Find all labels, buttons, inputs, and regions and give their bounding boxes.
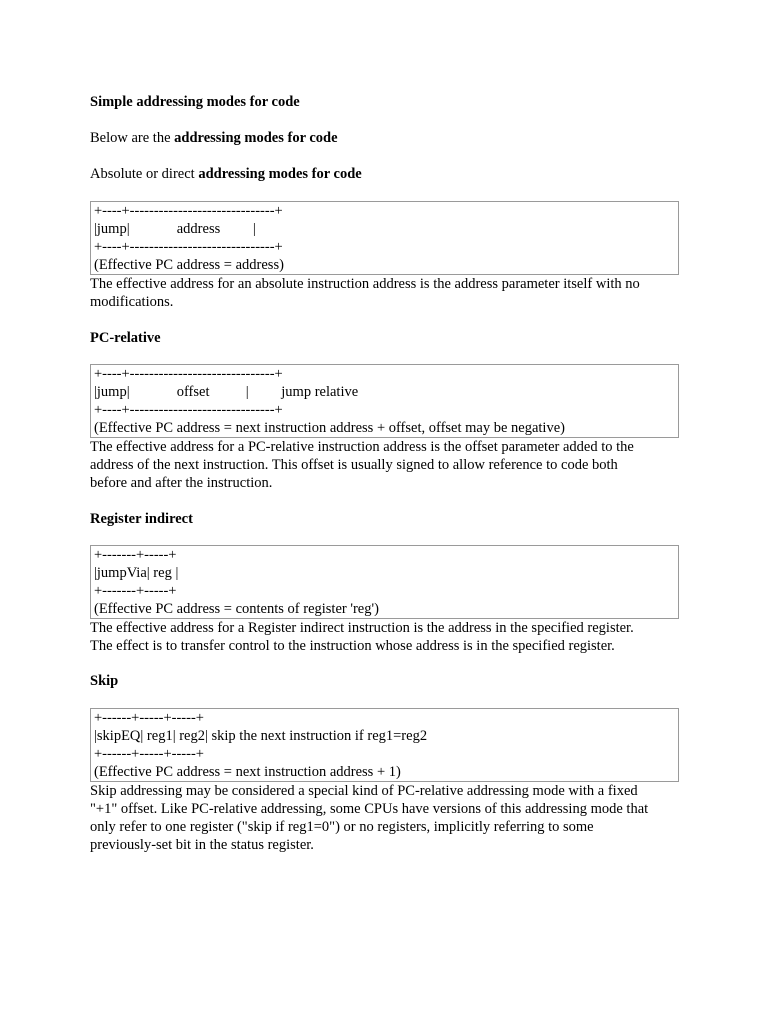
absolute-description [90, 275, 676, 311]
absolute-code-box [90, 201, 679, 275]
paragraph-line: before and after the instruction. [90, 475, 273, 491]
skip-heading: Skip [90, 673, 119, 689]
paragraph-line: previously-set bit in the status register. [90, 837, 314, 853]
pc-relative-description [90, 438, 676, 492]
paragraph-line: Skip addressing may be considered a special kind of PC-relative addressing mode with a fixed [90, 783, 638, 799]
paragraph-line: address of the next instruction. This offset is usually signed to allow reference to code both [90, 457, 618, 473]
code-line: +----+------------------------------+ [94, 203, 283, 219]
pc-relative-code-box [90, 364, 679, 438]
code-line: +------+-----+-----+ [94, 710, 204, 726]
code-line: (Effective PC address = next instruction address + 1) [94, 764, 401, 780]
code-line: +----+------------------------------+ [94, 402, 283, 418]
skip-code-box [90, 708, 679, 782]
intro-line [90, 129, 338, 147]
register-indirect-heading: Register indirect [90, 511, 193, 527]
paragraph-line: The effective address for a PC-relative instruction address is the offset parameter added to the [90, 439, 634, 455]
intro-bold: addressing modes for code [174, 130, 338, 146]
paragraph-line: modifications. [90, 294, 174, 310]
absolute-bold: addressing modes for code [198, 166, 362, 182]
code-line: (Effective PC address = address) [94, 257, 284, 273]
code-line: +----+------------------------------+ [94, 239, 283, 255]
intro-prefix: Below are the [90, 130, 175, 146]
register-indirect-code-box [90, 545, 679, 619]
pc-relative-heading: PC-relative [90, 330, 161, 346]
paragraph-line: "+1" offset. Like PC-relative addressing, some CPUs have versions of this addressing mode that [90, 801, 649, 817]
code-line: |jump| address | [94, 221, 256, 237]
code-line: +-------+-----+ [94, 583, 177, 599]
document-title: Simple addressing modes for code [90, 94, 300, 110]
absolute-prefix: Absolute or direct [90, 166, 199, 182]
code-line: (Effective PC address = contents of register 'reg') [94, 601, 379, 617]
paragraph-line: The effect is to transfer control to the instruction whose address is in the specified register. [90, 638, 615, 654]
skip-description [90, 782, 676, 854]
code-line: |skipEQ| reg1| reg2| skip the next instruction if reg1=reg2 [94, 728, 428, 744]
code-line: +-------+-----+ [94, 547, 177, 563]
register-indirect-description [90, 619, 676, 655]
paragraph-line: The effective address for a Register indirect instruction is the address in the specified register. [90, 620, 634, 636]
code-line: +----+------------------------------+ [94, 366, 283, 382]
code-line: |jumpVia| reg | [94, 565, 179, 581]
absolute-heading [90, 165, 362, 183]
paragraph-line: only refer to one register ("skip if reg1=0") or no registers, implicitly referring to some [90, 819, 594, 835]
paragraph-line: The effective address for an absolute instruction address is the address parameter itself with no [90, 276, 640, 292]
code-line: +------+-----+-----+ [94, 746, 204, 762]
code-line: (Effective PC address = next instruction address + offset, offset may be negative) [94, 420, 565, 436]
code-line: |jump| offset | jump relative [94, 384, 359, 400]
